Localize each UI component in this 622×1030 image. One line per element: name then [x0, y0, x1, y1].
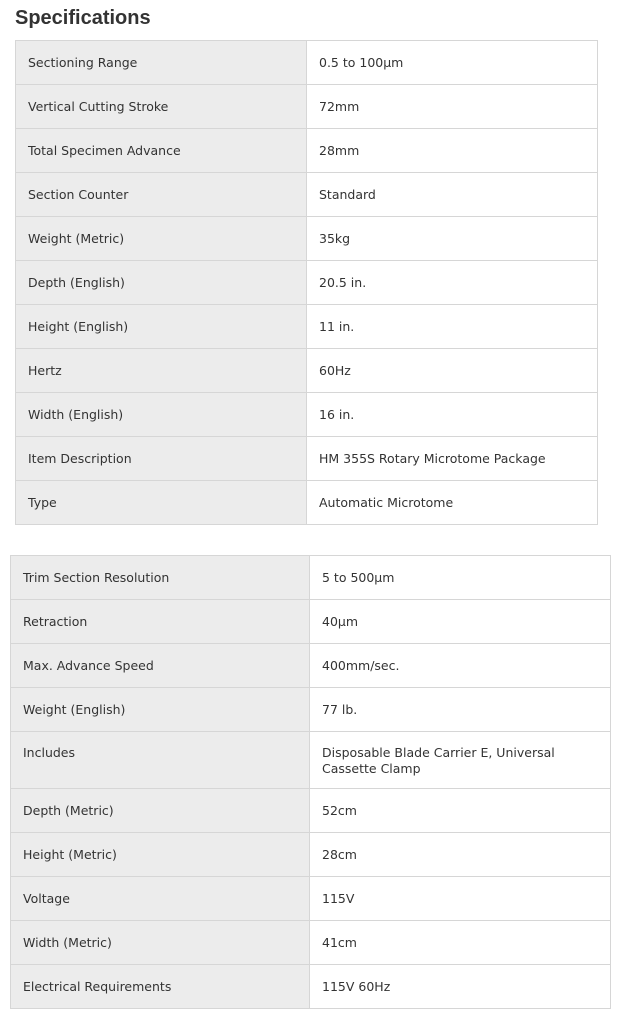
spec-value: Standard	[307, 173, 598, 217]
spec-value: 28cm	[310, 833, 611, 877]
spec-value: 115V	[310, 877, 611, 921]
spec-label: Max. Advance Speed	[11, 644, 310, 688]
spec-value: 5 to 500µm	[310, 556, 611, 600]
spec-value: 16 in.	[307, 393, 598, 437]
table-row	[16, 393, 598, 437]
table-row	[11, 732, 611, 789]
spec-label: Width (English)	[16, 393, 307, 437]
table-row	[16, 305, 598, 349]
table-row	[11, 833, 611, 877]
spec-value: 72mm	[307, 85, 598, 129]
spec-label: Includes	[11, 732, 310, 789]
table-row	[16, 217, 598, 261]
table-row	[11, 789, 611, 833]
table-row	[16, 129, 598, 173]
spec-value: 60Hz	[307, 349, 598, 393]
specifications-table-secondary	[10, 555, 611, 1009]
spec-value: 28mm	[307, 129, 598, 173]
spec-value: 115V 60Hz	[310, 965, 611, 1009]
table-row	[11, 921, 611, 965]
spec-value: 0.5 to 100µm	[307, 41, 598, 85]
spec-label: Sectioning Range	[16, 41, 307, 85]
spec-value: 400mm/sec.	[310, 644, 611, 688]
table-row	[11, 877, 611, 921]
spec-value: Automatic Microtome	[307, 481, 598, 525]
page-title: Specifications	[15, 7, 151, 29]
table-row	[16, 85, 598, 129]
table-row	[16, 349, 598, 393]
spec-label: Height (Metric)	[11, 833, 310, 877]
spec-label: Weight (Metric)	[16, 217, 307, 261]
spec-label: Depth (English)	[16, 261, 307, 305]
spec-value: 40µm	[310, 600, 611, 644]
spec-label: Trim Section Resolution	[11, 556, 310, 600]
table-row	[11, 644, 611, 688]
spec-value: 77 lb.	[310, 688, 611, 732]
spec-value: Disposable Blade Carrier E, Universal Cassette Clamp	[310, 732, 611, 789]
spec-value: HM 355S Rotary Microtome Package	[307, 437, 598, 481]
spec-label: Retraction	[11, 600, 310, 644]
spec-label: Type	[16, 481, 307, 525]
table-row	[16, 41, 598, 85]
specifications-table-primary	[15, 40, 598, 525]
spec-label: Weight (English)	[11, 688, 310, 732]
spec-value: 52cm	[310, 789, 611, 833]
spec-label: Section Counter	[16, 173, 307, 217]
spec-value: 20.5 in.	[307, 261, 598, 305]
spec-label: Width (Metric)	[11, 921, 310, 965]
table-row	[16, 173, 598, 217]
spec-label: Total Specimen Advance	[16, 129, 307, 173]
table-row	[11, 556, 611, 600]
spec-label: Electrical Requirements	[11, 965, 310, 1009]
spec-label: Hertz	[16, 349, 307, 393]
spec-value: 11 in.	[307, 305, 598, 349]
table-row	[11, 600, 611, 644]
spec-label: Vertical Cutting Stroke	[16, 85, 307, 129]
table-row	[16, 261, 598, 305]
spec-label: Voltage	[11, 877, 310, 921]
spec-value: 35kg	[307, 217, 598, 261]
table-row	[11, 965, 611, 1009]
table-row	[16, 481, 598, 525]
spec-label: Depth (Metric)	[11, 789, 310, 833]
spec-value: 41cm	[310, 921, 611, 965]
spec-label: Item Description	[16, 437, 307, 481]
spec-label: Height (English)	[16, 305, 307, 349]
table-row	[11, 688, 611, 732]
table-row	[16, 437, 598, 481]
